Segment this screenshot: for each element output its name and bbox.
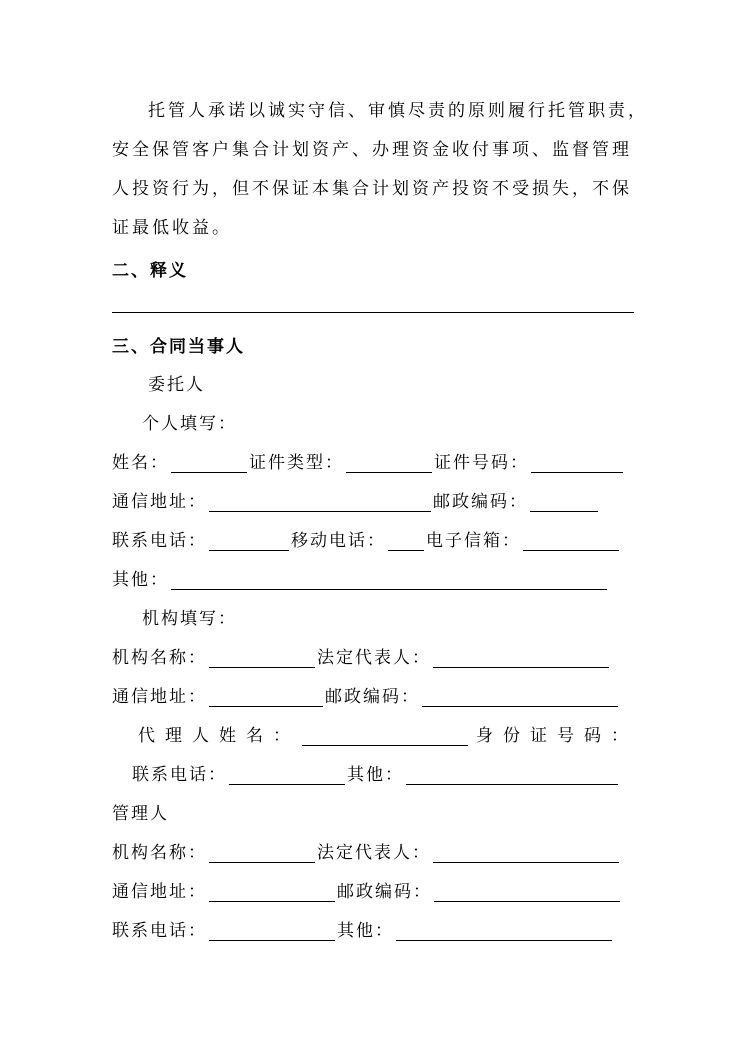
- inst-postcode-field[interactable]: [422, 688, 618, 707]
- postcode-field[interactable]: [530, 493, 598, 512]
- org-name-label: 机构名称：: [112, 648, 207, 668]
- inst-other-field[interactable]: [406, 766, 618, 785]
- manager-row-1: [112, 838, 621, 863]
- phone-field[interactable]: [209, 532, 289, 551]
- mgr-postcode-label: 邮政编码：: [337, 882, 432, 902]
- mgr-phone-label: 联系电话：: [112, 921, 207, 941]
- agent-name-label: 代理人姓名：: [138, 726, 300, 746]
- mgr-postcode-field[interactable]: [434, 883, 620, 902]
- section-3-heading: 三、合同当事人: [112, 337, 245, 357]
- institution-row-1: [112, 643, 611, 668]
- mgr-org-name-field[interactable]: [209, 844, 315, 863]
- address-label: 通信地址：: [112, 492, 207, 512]
- email-field[interactable]: [523, 532, 619, 551]
- mobile-label: 移动电话：: [291, 531, 386, 551]
- individual-row-4: [112, 565, 609, 590]
- individual-label: 个人填写：: [142, 414, 237, 434]
- manager-label: 管理人: [112, 804, 169, 824]
- individual-row-1: [112, 448, 625, 473]
- id-type-label: 证件类型：: [249, 453, 344, 473]
- postcode-label: 邮政编码：: [433, 492, 528, 512]
- intro-line-3: 人投资行为，但不保证本集合计划资产投资不受损失，不保: [112, 179, 632, 199]
- other-label: 其他：: [112, 570, 169, 590]
- agent-id-label: 身份证号码：: [476, 726, 638, 746]
- mgr-org-name-label: 机构名称：: [112, 843, 207, 863]
- other-field[interactable]: [171, 571, 607, 590]
- mgr-other-label: 其他：: [337, 921, 394, 941]
- intro-line-4: 证最低收益。: [112, 218, 232, 238]
- institution-row-4: [132, 760, 620, 785]
- inst-address-label: 通信地址：: [112, 687, 207, 707]
- mgr-phone-field[interactable]: [209, 922, 335, 941]
- mgr-legal-rep-label: 法定代表人：: [317, 843, 431, 863]
- id-number-field[interactable]: [531, 454, 623, 473]
- inst-postcode-label: 邮政编码：: [325, 687, 420, 707]
- name-label: 姓名：: [112, 453, 169, 473]
- individual-row-3: [112, 526, 621, 551]
- inst-other-label: 其他：: [347, 765, 404, 785]
- intro-line-2: 安全保管客户集合计划资产、办理资金收付事项、监督管理: [112, 140, 632, 160]
- mgr-other-field[interactable]: [396, 922, 612, 941]
- mgr-legal-rep-field[interactable]: [433, 844, 619, 863]
- phone-label: 联系电话：: [112, 531, 207, 551]
- entrustor-label: 委托人: [148, 375, 205, 395]
- mgr-address-field[interactable]: [209, 883, 335, 902]
- name-field[interactable]: [171, 454, 247, 473]
- manager-row-3: [112, 916, 614, 941]
- legal-rep-label: 法定代表人：: [317, 648, 431, 668]
- email-label: 电子信箱：: [426, 531, 521, 551]
- id-type-field[interactable]: [346, 454, 432, 473]
- id-number-label: 证件号码：: [434, 453, 529, 473]
- org-name-field[interactable]: [209, 649, 315, 668]
- agent-name-field[interactable]: [302, 727, 468, 746]
- institution-row-3: [138, 721, 638, 746]
- address-field[interactable]: [209, 493, 431, 512]
- legal-rep-field[interactable]: [433, 649, 609, 668]
- inst-phone-label: 联系电话：: [132, 765, 227, 785]
- section-2-heading: 二、释义: [112, 261, 188, 281]
- mobile-field[interactable]: [388, 532, 424, 551]
- institution-row-2: [112, 682, 620, 707]
- institution-label: 机构填写：: [142, 609, 237, 629]
- inst-address-field[interactable]: [209, 688, 323, 707]
- definitions-blank-line[interactable]: [112, 312, 634, 313]
- individual-row-2: [112, 487, 600, 512]
- inst-phone-field[interactable]: [229, 766, 345, 785]
- manager-row-2: [112, 877, 622, 902]
- mgr-address-label: 通信地址：: [112, 882, 207, 902]
- intro-line-1: 托管人承诺以诚实守信、审慎尽责的原则履行托管职责，: [148, 101, 648, 121]
